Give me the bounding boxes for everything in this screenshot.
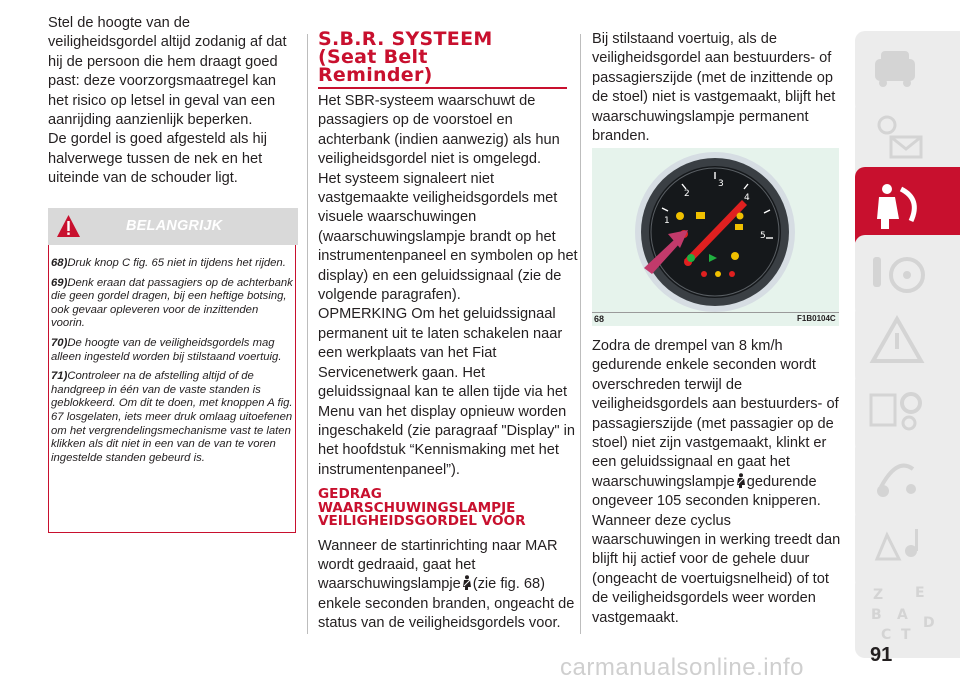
- index-icon: [867, 583, 947, 649]
- svg-text:T: T: [901, 627, 911, 643]
- note-item: 69)Denk eraan dat passagiers op de achterbank die geen gordel dragen, bij een heftige botsing, ook gevaar opleveren voor de inzittenden voorin.: [51, 276, 293, 330]
- maintenance-icon: [867, 379, 927, 445]
- behaviour-column: [592, 30, 842, 146]
- svg-text:C: C: [881, 627, 892, 643]
- sbr-note-paragraph: OPMERKING Om het geluidssignaal permanent uit te laten schakelen naar een werkplaats van het Fiat Servicenetwerk gaan. Het geluidssignaal kan te allen tijde via het Menu van het display opnieuw worden ingeschakeld (zie paragraaf "Display" in het hoofdstuk “Kennismaking met het instrumentenpaneel”).: [318, 306, 575, 478]
- gauge-tick-label: 4: [744, 193, 750, 203]
- svg-text:E: E: [915, 585, 925, 601]
- gauge-illustration: [592, 148, 839, 312]
- sbr-column: [318, 30, 578, 634]
- warning-light-paragraph: Wanneer de startinrichting naar MAR wordt gedraaid, gaat het waarschuwingslampje (zie fig. 68) enkele seconden branden, ongeacht de status van de veiligheidsgordels voor.: [318, 537, 575, 632]
- svg-text:A: A: [897, 607, 908, 623]
- figure-caption-rule: [592, 312, 839, 313]
- belt-position-paragraph: De gordel is goed afgesteld als hij halverwege tussen de nek en het uiteinde van de schouder ligt.: [48, 131, 268, 187]
- page-number: 91: [870, 644, 893, 666]
- note-item: 71)Controleer na de afstelling altijd of de handgreep in één van de vaste standen is geblokkeerd. Om dit te doen, met knoppen A fig. 67 losgelaten, iets meer druk omlaag uitoefenen om het vergrendelingsmechanisme vast te laten klikken als dit niet in een van de van te voren ingestelde standen gebeurd is.: [51, 370, 293, 464]
- technical-data-icon: [867, 447, 927, 513]
- subsection-heading: GEDRAG WAARSCHUWINGSLAMPJE VEILIGHEIDSGORDEL VOOR: [318, 486, 526, 530]
- gauge-tick-label: 3: [718, 179, 724, 189]
- svg-text:D: D: [923, 615, 935, 631]
- watermark: carmanualsonline.info: [560, 654, 804, 681]
- cycle-paragraph: Wanneer deze cyclus waarschuwingen in werking treedt dan blijft hij actief voor de gehele duur (ongeacht de voertuigsnelheid) of tot de veiligheidsgordels weer worden vastgemaakt.: [592, 512, 841, 626]
- sbr-intro-paragraph: Het SBR-systeem waarschuwt de passagiers op de voorstoel en achterbank (indien aanwezig) als hun veiligheidsgordel niet is omgelegd.: [318, 93, 560, 168]
- column-divider: [307, 34, 308, 634]
- note-item: 68)Druk knop C fig. 65 niet in tijdens het rijden.: [51, 257, 286, 269]
- svg-text:B: B: [871, 607, 882, 623]
- seatbelt-warning-icon: [462, 575, 472, 590]
- emergency-icon: [867, 311, 927, 377]
- svg-text:Z: Z: [873, 587, 884, 603]
- warning-notes: [51, 257, 295, 471]
- section-heading: S.B.R. SYSTEEM (Seat Belt Reminder): [318, 28, 493, 86]
- heading-underline: [318, 87, 567, 89]
- note-item: 70)De hoogte van de veiligheidsgordels mag alleen ingesteld worden bij stilstaand voertuig.: [51, 336, 282, 363]
- figure-number: 68: [594, 314, 605, 324]
- seatbelt-airbag-icon: [867, 175, 927, 241]
- starting-driving-icon: [867, 243, 927, 309]
- speed-threshold-paragraph: Zodra de drempel van 8 km/h gedurende enkele seconden wordt overschreden terwijl de veiligheidsgordels aan bestuurders- of passagierszijde (met passagier op de stoel) niet zijn vastgemaakt, klinkt er een geluidssignaal en gaat het waarschuwingslampje gedurende ongeveer 105 seconden knipperen.: [592, 338, 839, 510]
- warning-title: BELANGRIJK: [126, 218, 223, 234]
- instrument-cluster-figure: [592, 148, 839, 326]
- figure-code: F1B0104C: [797, 314, 836, 323]
- stationary-paragraph: Bij stilstaand voertuig, als de veiligheidsgordel aan bestuurders- of passagierszijde (met de inzittende op de stoel) niet is vastgemaakt, blijft het waarschuwingslampje permanent branden.: [592, 31, 836, 145]
- column-divider: [580, 34, 581, 634]
- gauge-tick-label: 1: [664, 216, 670, 226]
- sbr-signals-paragraph: Het systeem signaleert niet vastgemaakte veiligheidsgordels met visuele waarschuwingen (waarschuwingslampje brandt op het instrumentenpaneel en symbolen op het display) en een geluidssignaal (zie de volgende paragrafen).: [318, 170, 578, 304]
- intro-column: [48, 14, 296, 189]
- belt-height-paragraph: Stel de hoogte van de veiligheidsgordel altijd zodanig af dat hij de persoon die hem draagt goed past: deze voorzorgsmaatregel kan het risico op letsel in geval van een aanrijding aanzienlijk beperken.: [48, 15, 287, 129]
- car-dashboard-icon: [867, 39, 927, 105]
- warning-lights-icon: [867, 107, 927, 173]
- gauge-tick-label: 2: [684, 189, 690, 199]
- warning-triangle-icon: [56, 214, 81, 238]
- seatbelt-warning-icon: [736, 473, 746, 488]
- behaviour-column-lower: [592, 337, 842, 628]
- gauge-tick-label: 5: [760, 231, 766, 241]
- warning-header: [48, 208, 298, 245]
- multimedia-icon: [867, 515, 927, 581]
